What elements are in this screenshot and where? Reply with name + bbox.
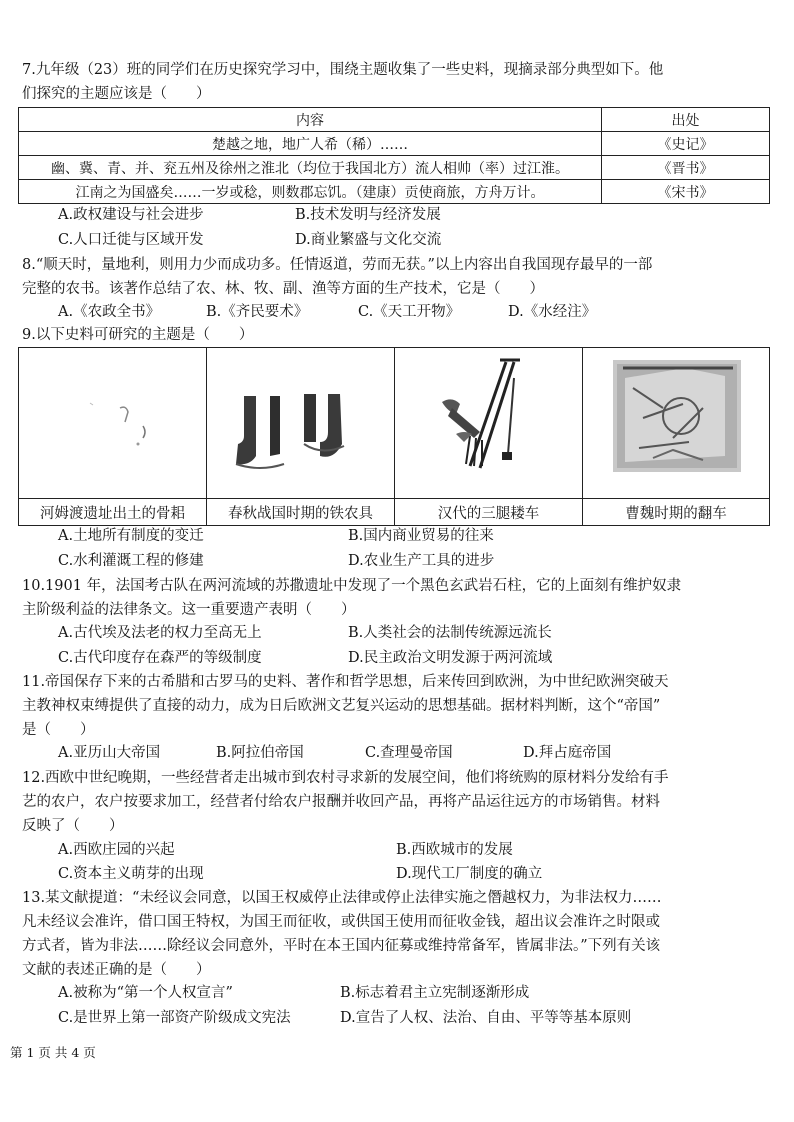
question-12-line-2: 艺的农户，农户按要求加工，经营者付给农户报酬并收回产品，再将产品运往远方的市场销售。材料	[22, 794, 660, 810]
option-a[interactable]: A.《农政全书》	[58, 304, 161, 320]
question-8-line-1: 8.“顺天时，量地利，则用力少而成功多。任情返道，劳而无获。”以上内容出自我国现存最早的一部	[22, 257, 653, 273]
option-d[interactable]: D.《水经注》	[508, 304, 597, 320]
option-b[interactable]: B.《齐民要术》	[206, 304, 309, 320]
question-7-line-1: 7.九年级（23）班的同学们在历史探究学习中，围绕主题收集了一些史料，现摘录部分典型如下。他	[22, 62, 664, 78]
option-c[interactable]: C.是世界上第一部资产阶级成文宪法	[58, 1010, 291, 1026]
water-wheel-image	[583, 348, 769, 494]
table-header-content: 内容	[19, 108, 602, 132]
image-cell-bone-plough	[19, 348, 207, 499]
question-10-options-row-1	[58, 621, 758, 645]
option-a[interactable]: A.被称为“第一个人权宣言”	[58, 985, 233, 1001]
question-8	[22, 253, 772, 301]
question-11-options	[58, 741, 758, 765]
table-cell: 幽、冀、青、并、兖五州及徐州之淮北（均位于我国北方）流人相帅（率）过江淮。	[19, 156, 602, 180]
table-cell: 《史记》	[602, 132, 770, 156]
option-d[interactable]: D.民主政治文明发源于两河流域	[348, 650, 553, 666]
question-13-options-row-2	[58, 1006, 758, 1030]
question-11-line-3: 是（ ）	[22, 722, 95, 738]
source-table	[18, 107, 770, 204]
option-a[interactable]: A.亚历山大帝国	[58, 745, 161, 761]
question-9	[22, 323, 772, 347]
option-c[interactable]: C.古代印度存在森严的等级制度	[58, 650, 262, 666]
option-b[interactable]: B.西欧城市的发展	[396, 842, 513, 858]
table-cell: 《宋书》	[602, 180, 770, 204]
artifact-image-table	[18, 347, 770, 526]
question-11-line-2: 主教神权束缚提供了直接的动力，成为日后欧洲文艺复兴运动的思想基础。据材料判断，这个“帝国”	[22, 698, 661, 714]
question-12-line-1: 12.西欧中世纪晚期，一些经营者走出城市到农村寻求新的发展空间，他们将统购的原材料分发给有手	[22, 770, 669, 786]
option-b[interactable]: B.标志着君主立宪制逐渐形成	[340, 985, 530, 1001]
image-cell-seed-drill	[395, 348, 583, 499]
table-row	[19, 180, 770, 204]
option-d[interactable]: D.农业生产工具的进步	[348, 553, 495, 569]
page-number-footer: 第 1 页 共 4 页	[10, 1045, 96, 1060]
question-11-line-1: 11.帝国保存下来的古希腊和古罗马的史料、著作和哲学思想，后来传回到欧洲，为中世纪欧洲突破天	[22, 674, 669, 690]
option-c[interactable]: C.《天工开物》	[358, 304, 461, 320]
caption-bone-plough: 河姆渡遗址出土的骨耜	[19, 499, 207, 526]
table-cell: 《晋书》	[602, 156, 770, 180]
image-cell-iron-tools	[207, 348, 395, 499]
caption-water-wheel: 曹魏时期的翻车	[583, 499, 770, 526]
question-9-options-row-2	[58, 549, 758, 573]
option-a[interactable]: A.土地所有制度的变迁	[58, 528, 204, 544]
question-12-line-3: 反映了（ ）	[22, 818, 124, 834]
question-10-line-1: 10.1901 年，法国考古队在两河流域的苏撒遗址中发现了一个黑色玄武岩石柱，它的上面刻有维护奴隶	[22, 578, 682, 594]
question-7-line-2: 们探究的主题应该是（ ）	[22, 86, 211, 102]
option-c[interactable]: C.水利灌溉工程的修建	[58, 553, 204, 569]
question-12-options-row-2	[58, 862, 758, 886]
table-cell: 楚越之地，地广人希（稀）……	[19, 132, 602, 156]
caption-iron-tools: 春秋战国时期的铁农具	[207, 499, 395, 526]
question-11	[22, 670, 772, 742]
bone-plough-image	[20, 348, 206, 494]
option-b[interactable]: B.人类社会的法制传统源远流长	[348, 625, 552, 641]
option-d[interactable]: D.拜占庭帝国	[523, 745, 612, 761]
option-c[interactable]: C.人口迁徙与区域开发	[58, 232, 204, 248]
question-8-line-2: 完整的农书。该著作总结了农、林、牧、副、渔等方面的生产技术，它是（ ）	[22, 281, 544, 297]
image-row	[19, 348, 770, 499]
table-row	[19, 156, 770, 180]
option-b[interactable]: B.技术发明与经济发展	[295, 207, 441, 223]
caption-seed-drill: 汉代的三腿耧车	[395, 499, 583, 526]
seed-drill-image	[396, 348, 582, 494]
option-c[interactable]: C.查理曼帝国	[365, 745, 453, 761]
image-cell-water-wheel	[583, 348, 770, 499]
option-b[interactable]: B.阿拉伯帝国	[216, 745, 304, 761]
table-header-source: 出处	[602, 108, 770, 132]
table-cell: 江南之为国盛矣……一岁或稔，则数郡忘饥。（建康）贡使商旅，方舟万计。	[19, 180, 602, 204]
question-13-line-4: 文献的表述正确的是（ ）	[22, 962, 211, 978]
question-13-line-1: 13.某文献提道：“未经议会同意，以国王权威停止法律或停止法律实施之僭越权力，为非法权力……	[22, 890, 662, 906]
question-13-line-3: 方式者，皆为非法……除经议会同意外，平时在本王国内征募或维持常备军，皆属非法。”下列有关该	[22, 938, 661, 954]
question-13	[22, 886, 772, 982]
question-10-options-row-2	[58, 646, 758, 670]
question-9-options-row-1	[58, 524, 758, 548]
question-12-options-row-1	[58, 838, 758, 862]
question-12	[22, 766, 772, 838]
question-10	[22, 574, 772, 622]
table-header-row	[19, 108, 770, 132]
option-d[interactable]: D.宣告了人权、法治、自由、平等等基本原则	[340, 1010, 632, 1026]
question-7-options-row-2	[58, 228, 758, 252]
option-a[interactable]: A.政权建设与社会进步	[58, 207, 204, 223]
question-7-options-row-1	[58, 203, 758, 227]
option-d[interactable]: D.现代工厂制度的确立	[396, 866, 543, 882]
question-13-line-2: 凡未经议会准许，借口国王特权，为国王而征收，或供国王使用而征收金钱，超出议会准许之时限或	[22, 914, 660, 930]
question-7	[22, 58, 772, 106]
option-a[interactable]: A.西欧庄园的兴起	[58, 842, 175, 858]
caption-row	[19, 499, 770, 526]
table-row	[19, 132, 770, 156]
question-13-options-row-1	[58, 981, 758, 1005]
iron-tools-image	[208, 348, 394, 494]
option-a[interactable]: A.古代埃及法老的权力至高无上	[58, 625, 262, 641]
question-8-options	[58, 300, 758, 324]
option-d[interactable]: D.商业繁盛与文化交流	[295, 232, 442, 248]
question-10-line-2: 主阶级利益的法律条文。这一重要遗产表明（ ）	[22, 602, 356, 618]
question-9-line-1: 9.以下史料可研究的主题是（ ）	[22, 327, 254, 343]
option-b[interactable]: B.国内商业贸易的往来	[348, 528, 494, 544]
option-c[interactable]: C.资本主义萌芽的出现	[58, 866, 204, 882]
